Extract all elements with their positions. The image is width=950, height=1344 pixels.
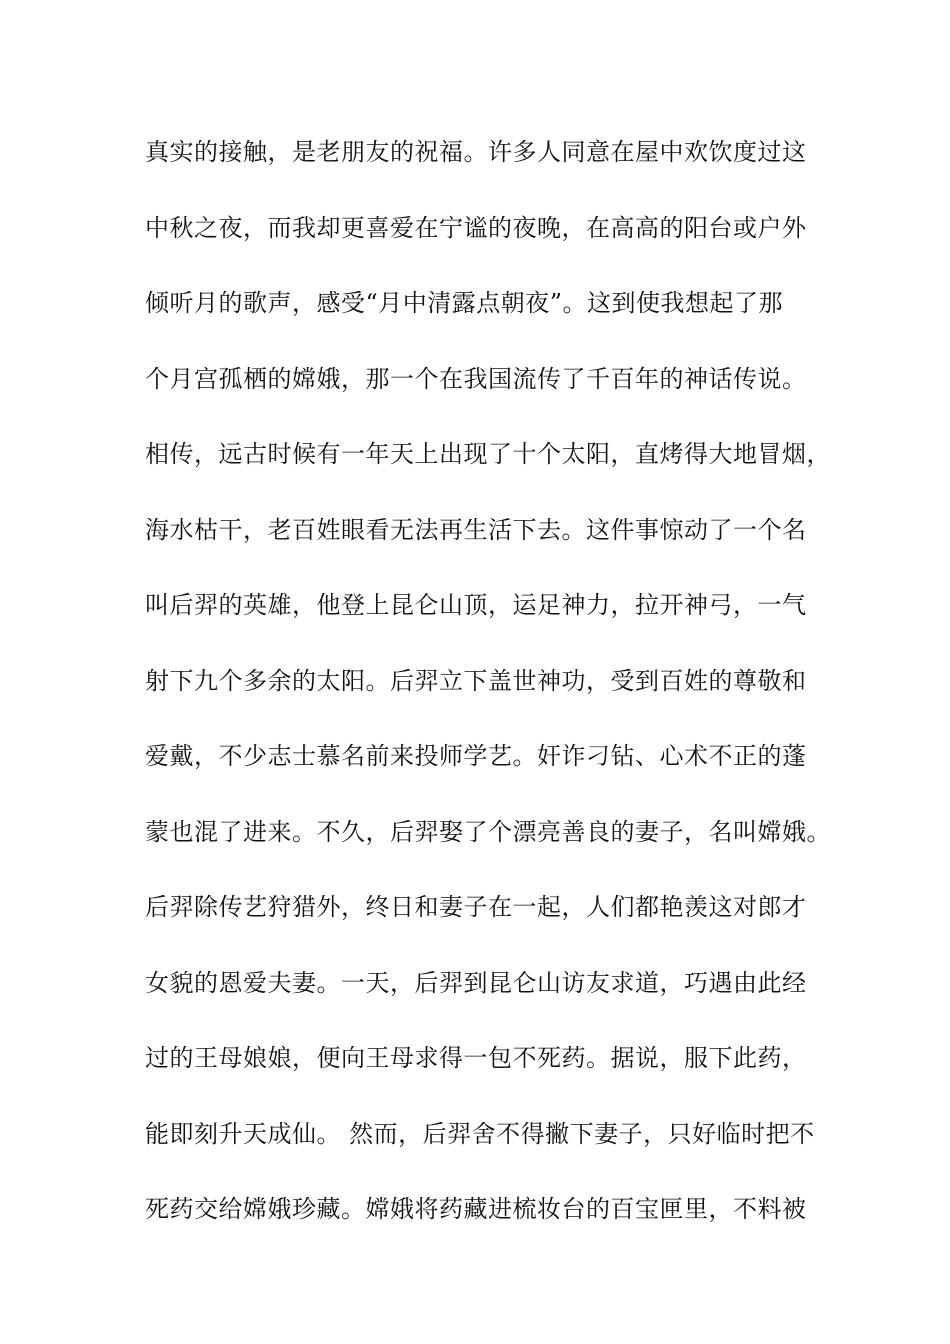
text-line: 女貌的恩爱夫妻。一天，后羿到昆仑山访友求道，巧遇由此经 <box>145 968 807 997</box>
text-line: 叫后羿的英雄，他登上昆仑山顶，运足神力，拉开神弓，一气 <box>145 591 807 619</box>
text-line: 过的王母娘娘，便向王母求得一包不死药。据说，服下此药， <box>145 1044 807 1072</box>
text-line: 真实的接触，是老朋友的祝福。许多人同意在屋中欢饮度过这 <box>145 138 807 166</box>
text-line: 中秋之夜，而我却更喜爱在宁谧的夜晚，在高高的阳台或户外 <box>145 213 807 242</box>
text-line: 能即刻升天成仙。 然而，后羿舍不得撇下妻子，只好临时把不 <box>145 1119 815 1148</box>
text-line: 个月宫孤栖的嫦娥，那一个在我国流传了千百年的神话传说。 <box>145 364 807 393</box>
text-line: 倾听月的歌声，感受“月中清露点朝夜”。这到使我想起了那 <box>145 289 784 317</box>
text-line: 后羿除传艺狩猎外，终日和妻子在一起，人们都艳羡这对郎才 <box>145 893 807 921</box>
text-line: 死药交给嫦娥珍藏。嫦娥将药藏进梳妆台的百宝匣里，不料被 <box>145 1195 807 1223</box>
text-line: 海水枯干，老百姓眼看无法再生活下去。这件事惊动了一个名 <box>145 515 807 544</box>
text-line: 相传，远古时候有一年天上出现了十个太阳，直烤得大地冒烟， <box>145 440 831 468</box>
text-line: 射下九个多余的太阳。后羿立下盖世神功，受到百姓的尊敬和 <box>145 666 807 695</box>
body-text <box>145 128 845 1261</box>
text-line: 蒙也混了进来。不久，后羿娶了个漂亮善良的妻子，名叫嫦娥。 <box>145 817 831 846</box>
text-line: 爱戴，不少志士慕名前来投师学艺。奸诈刁钻、心术不正的蓬 <box>145 742 807 770</box>
